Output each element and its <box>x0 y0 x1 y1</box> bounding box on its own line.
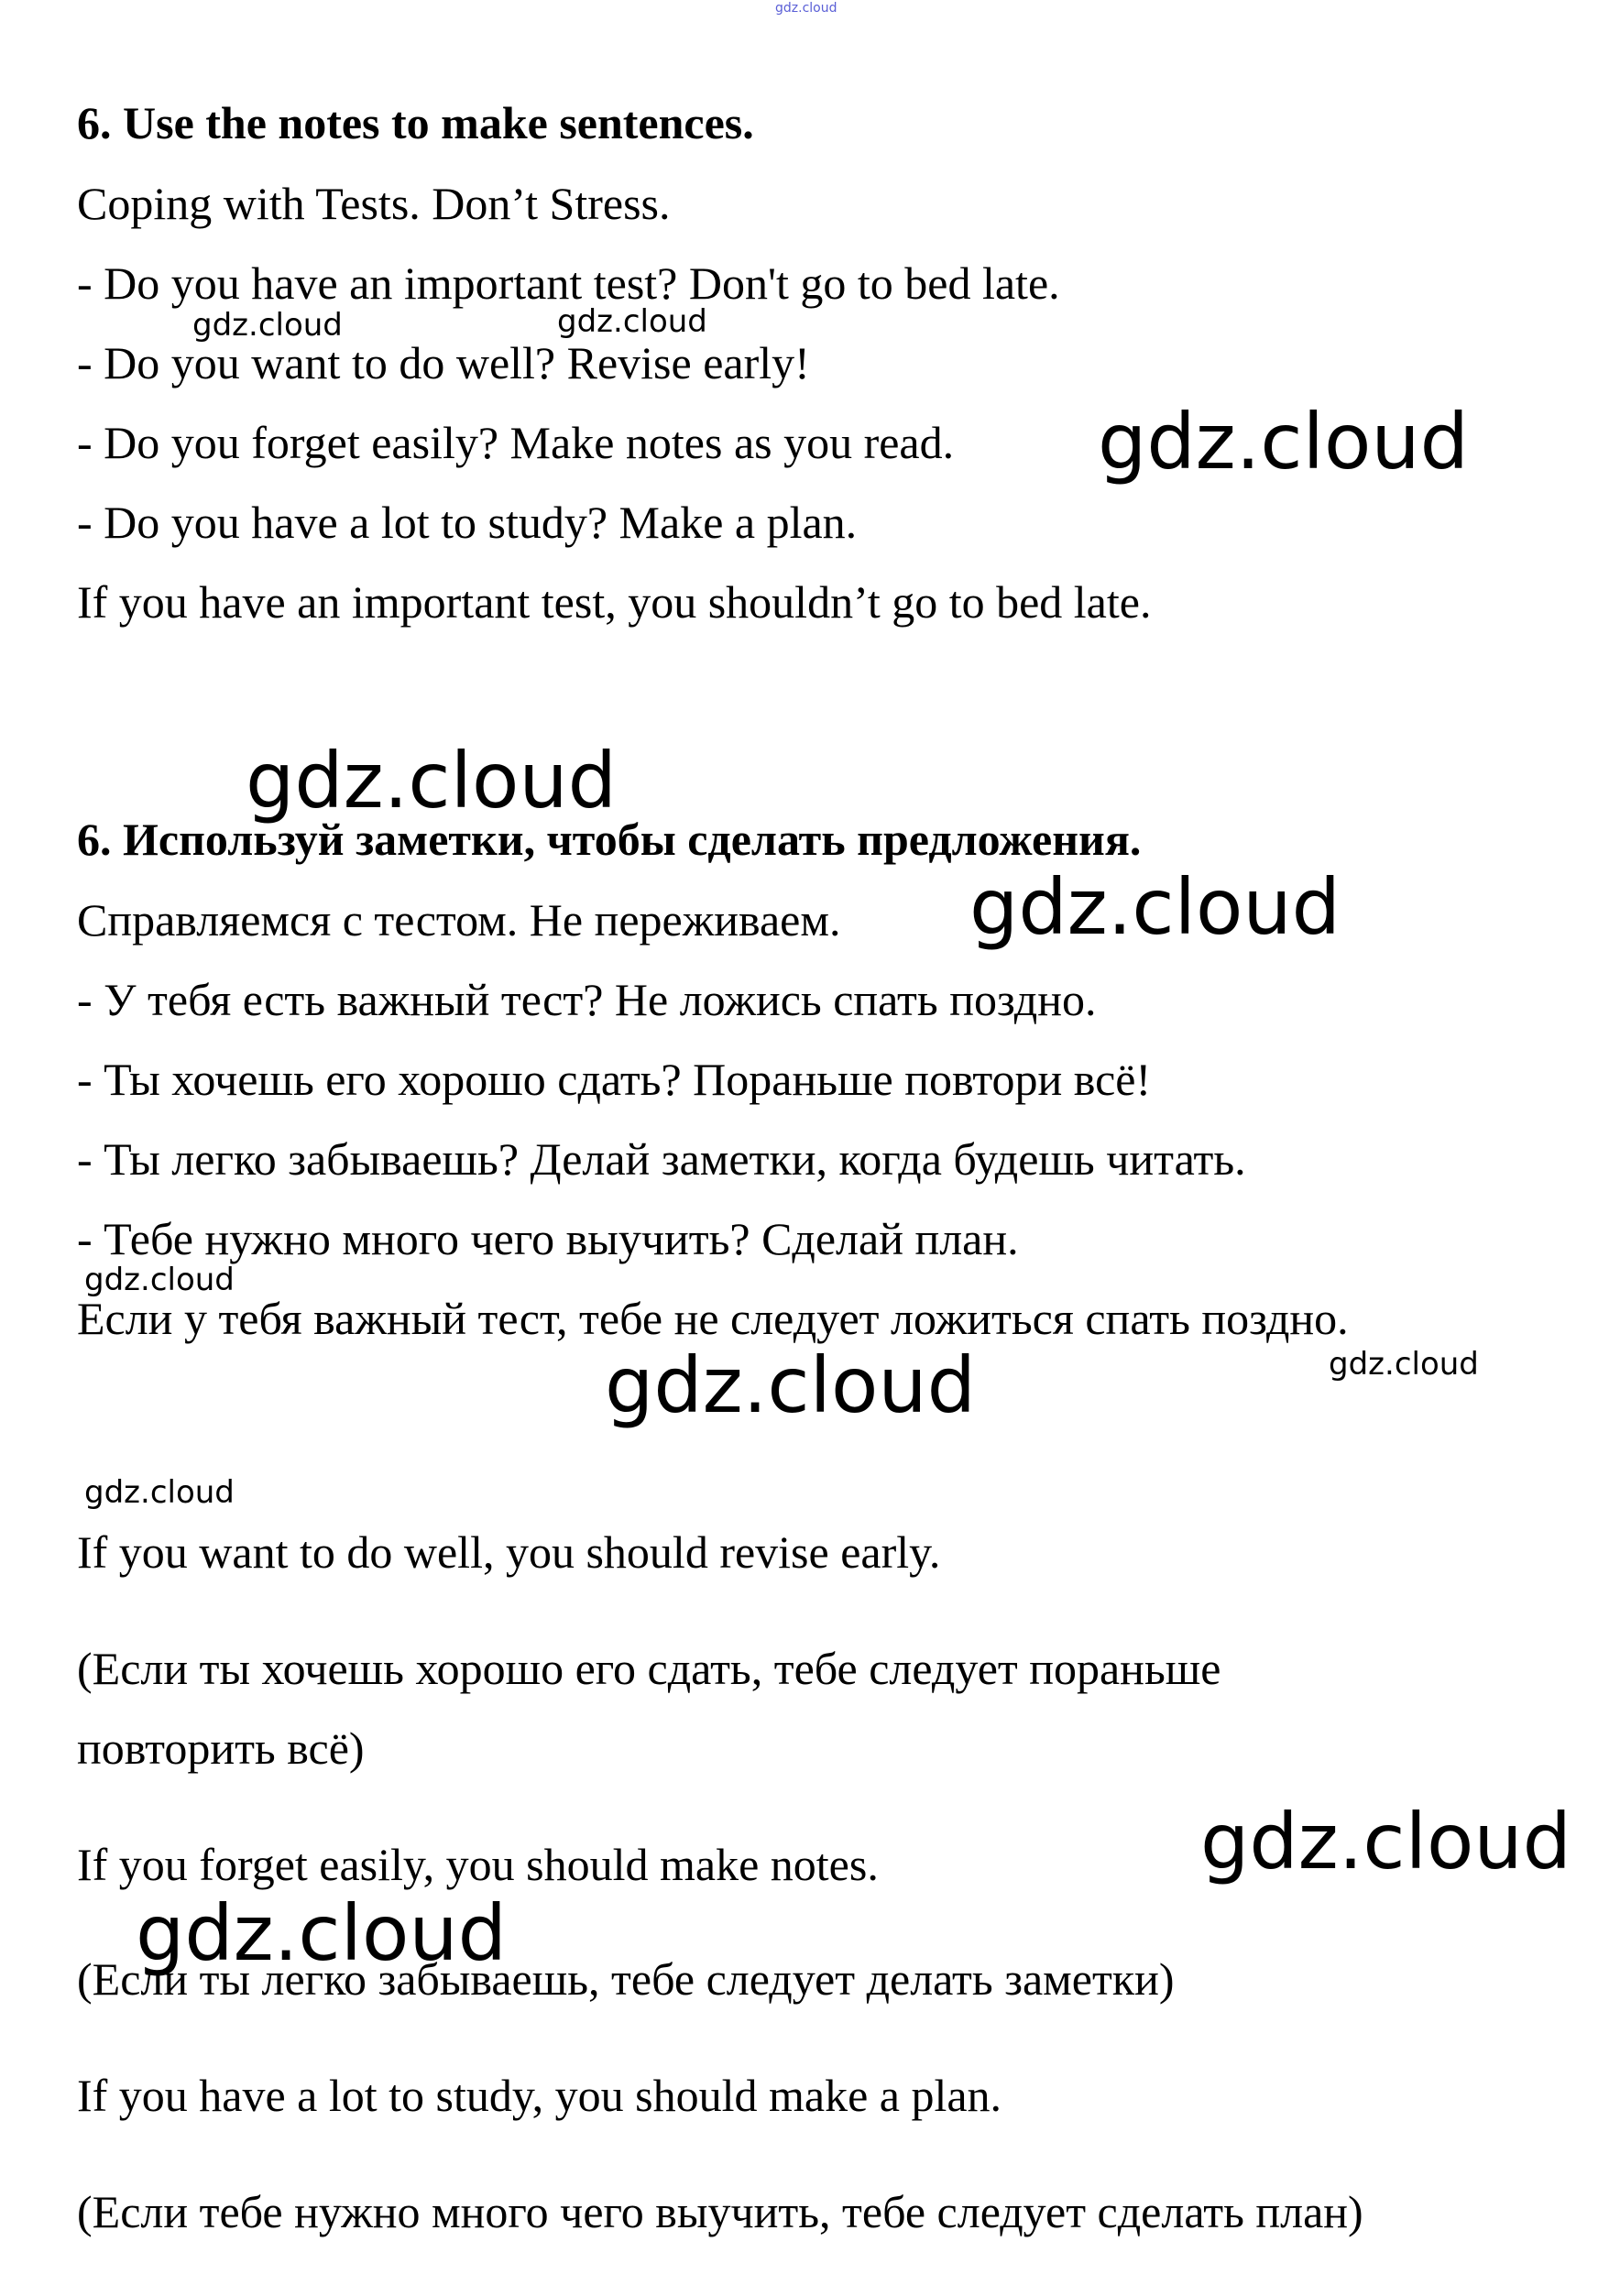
watermark: gdz.cloud <box>84 1474 235 1511</box>
answer-russian: (Если ты хочешь хорошо его сдать, тебе следует пораньше <box>77 1643 1221 1694</box>
russian-line: - Ты легко забываешь? Делай заметки, когда будешь читать. <box>77 1133 1246 1185</box>
answer-russian: (Если тебе нужно много чего выучить, тебе следует сделать план) <box>77 2186 1363 2237</box>
russian-line: - Тебе нужно много чего выучить? Сделай план. <box>77 1213 1019 1264</box>
english-line: - Do you forget easily? Make notes as you read. <box>77 417 955 468</box>
watermark: gdz.cloud <box>1200 1797 1571 1886</box>
watermark: gdz.cloud <box>136 1888 507 1978</box>
answer-russian: (Если ты легко забываешь, тебе следует делать заметки) <box>77 1953 1175 2005</box>
russian-heading: 6. Используй заметки, чтобы сделать предложения. <box>77 814 1142 865</box>
watermark: gdz.cloud <box>84 1262 235 1298</box>
english-line: - Do you have a lot to study? Make a plan. <box>77 497 858 548</box>
watermark: gdz.cloud <box>246 736 617 825</box>
english-example-answer: If you have an important test, you shouldn’t go to bed late. <box>77 576 1152 628</box>
watermark: gdz.cloud <box>969 862 1341 952</box>
answer-english: If you want to do well, you should revise early. <box>77 1526 941 1578</box>
russian-line: - У тебя есть важный тест? Не ложись спать поздно. <box>77 974 1097 1025</box>
watermark: gdz.cloud <box>192 307 343 344</box>
answer-russian: повторить всё) <box>77 1722 365 1774</box>
russian-line: - Ты хочешь его хорошо сдать? Пораньше повтори всё! <box>77 1054 1152 1105</box>
watermark: gdz.cloud <box>1098 397 1469 487</box>
watermark: gdz.cloud <box>605 1340 976 1430</box>
answer-english: If you forget easily, you should make notes. <box>77 1839 879 1890</box>
watermark: gdz.cloud <box>1329 1346 1479 1383</box>
english-heading: 6. Use the notes to make sentences. <box>77 97 754 148</box>
watermark: gdz.cloud <box>775 1 837 16</box>
watermark: gdz.cloud <box>557 303 707 340</box>
russian-line: Справляемся с тестом. Не переживаем. <box>77 894 841 946</box>
english-line: Coping with Tests. Don’t Stress. <box>77 178 671 229</box>
russian-example-answer: Если у тебя важный тест, тебе не следует ложиться спать поздно. <box>77 1293 1349 1344</box>
english-line: - Do you want to do well? Revise early! <box>77 337 810 388</box>
answer-english: If you have a lot to study, you should make a plan. <box>77 2070 1002 2121</box>
english-line: - Do you have an important test? Don't go to bed late. <box>77 257 1060 309</box>
